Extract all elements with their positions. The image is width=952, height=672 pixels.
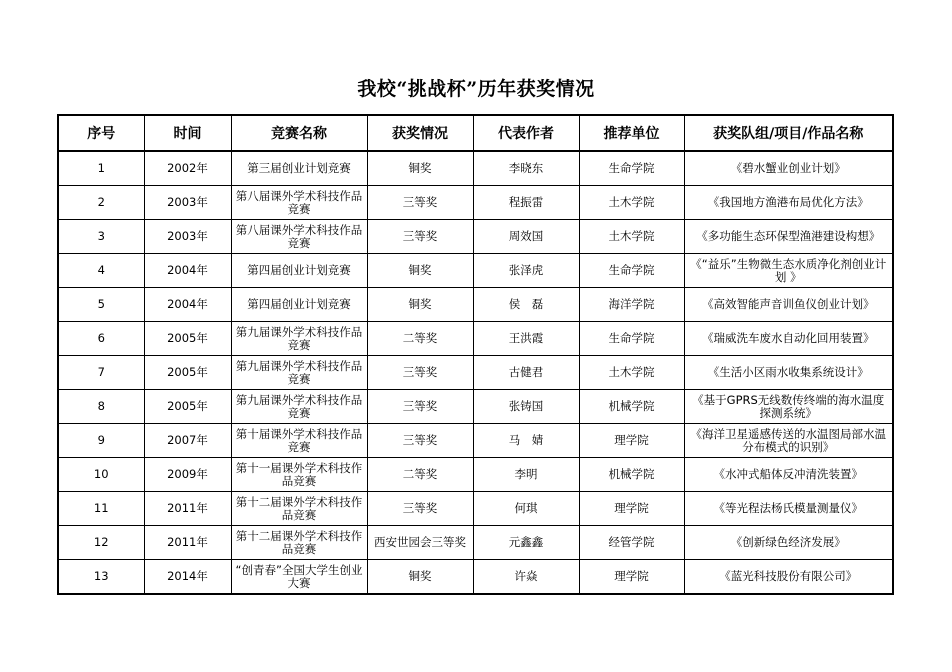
- table-row: [58, 492, 893, 526]
- table-row: [58, 220, 893, 254]
- cell-award: 西安世园会三等奖: [367, 526, 473, 560]
- table-row: [58, 526, 893, 560]
- cell-time: 2005年: [144, 390, 231, 424]
- table-row: [58, 322, 893, 356]
- cell-competition: 第八届课外学术科技作品竞赛: [231, 186, 367, 220]
- cell-award: 三等奖: [367, 424, 473, 458]
- cell-index: 1: [58, 151, 144, 186]
- cell-project: 《高效智能声音训鱼仪创业计划》: [684, 288, 893, 322]
- cell-author: 李明: [473, 458, 579, 492]
- cell-competition: 第九届课外学术科技作品竞赛: [231, 390, 367, 424]
- header-index: 序号: [58, 115, 144, 151]
- cell-index: 9: [58, 424, 144, 458]
- cell-award: 三等奖: [367, 186, 473, 220]
- cell-time: 2014年: [144, 560, 231, 595]
- cell-competition: 第四届创业计划竞赛: [231, 288, 367, 322]
- header-competition: 竞赛名称: [231, 115, 367, 151]
- header-time: 时间: [144, 115, 231, 151]
- cell-award: 铜奖: [367, 151, 473, 186]
- cell-competition: 第三届创业计划竞赛: [231, 151, 367, 186]
- cell-project: 《水冲式船体反冲清洗装置》: [684, 458, 893, 492]
- cell-author: 元鑫鑫: [473, 526, 579, 560]
- cell-award: 三等奖: [367, 390, 473, 424]
- cell-author: 马 婧: [473, 424, 579, 458]
- cell-unit: 理学院: [579, 560, 684, 595]
- cell-competition: “创青春”全国大学生创业大赛: [231, 560, 367, 595]
- cell-index: 12: [58, 526, 144, 560]
- cell-project: 《瑞威洗车废水自动化回用装置》: [684, 322, 893, 356]
- cell-competition: 第十二届课外学术科技作品竞赛: [231, 492, 367, 526]
- cell-time: 2004年: [144, 288, 231, 322]
- cell-project: 《海洋卫星遥感传送的水温图局部水温分布模式的识别》: [684, 424, 893, 458]
- cell-project: 《创新绿色经济发展》: [684, 526, 893, 560]
- cell-competition: 第四届创业计划竞赛: [231, 254, 367, 288]
- cell-author: 何琪: [473, 492, 579, 526]
- cell-index: 11: [58, 492, 144, 526]
- table-row: [58, 458, 893, 492]
- table-body: [58, 151, 893, 594]
- table-row: [58, 424, 893, 458]
- cell-time: 2011年: [144, 526, 231, 560]
- cell-unit: 机械学院: [579, 458, 684, 492]
- cell-award: 铜奖: [367, 288, 473, 322]
- cell-index: 6: [58, 322, 144, 356]
- cell-unit: 生命学院: [579, 254, 684, 288]
- cell-time: 2003年: [144, 186, 231, 220]
- cell-project: 《“益乐”生物微生态水质净化剂创业计划 》: [684, 254, 893, 288]
- table-row: [58, 186, 893, 220]
- cell-award: 二等奖: [367, 458, 473, 492]
- cell-index: 3: [58, 220, 144, 254]
- cell-time: 2007年: [144, 424, 231, 458]
- header-author: 代表作者: [473, 115, 579, 151]
- header-project: 获奖队组/项目/作品名称: [684, 115, 893, 151]
- cell-author: 张泽虎: [473, 254, 579, 288]
- cell-author: 周效国: [473, 220, 579, 254]
- cell-project: 《多功能生态环保型渔港建设构想》: [684, 220, 893, 254]
- cell-project: 《等光程法杨氏模量测量仪》: [684, 492, 893, 526]
- cell-competition: 第八届课外学术科技作品竞赛: [231, 220, 367, 254]
- cell-award: 铜奖: [367, 560, 473, 595]
- cell-unit: 机械学院: [579, 390, 684, 424]
- cell-author: 张铸国: [473, 390, 579, 424]
- cell-index: 7: [58, 356, 144, 390]
- table-row: [58, 390, 893, 424]
- table-row: [58, 151, 893, 186]
- cell-author: 王洪霞: [473, 322, 579, 356]
- table-header-row: [58, 115, 893, 151]
- cell-unit: 生命学院: [579, 151, 684, 186]
- cell-index: 2: [58, 186, 144, 220]
- cell-index: 4: [58, 254, 144, 288]
- cell-award: 三等奖: [367, 492, 473, 526]
- cell-award: 三等奖: [367, 220, 473, 254]
- cell-award: 铜奖: [367, 254, 473, 288]
- header-unit: 推荐单位: [579, 115, 684, 151]
- cell-competition: 第十一届课外学术科技作品竞赛: [231, 458, 367, 492]
- cell-award: 二等奖: [367, 322, 473, 356]
- cell-project: 《基于GPRS无线数传终端的海水温度探测系统》: [684, 390, 893, 424]
- cell-unit: 土木学院: [579, 220, 684, 254]
- cell-unit: 土木学院: [579, 356, 684, 390]
- awards-table: [57, 114, 894, 595]
- cell-competition: 第十届课外学术科技作品竞赛: [231, 424, 367, 458]
- cell-unit: 理学院: [579, 492, 684, 526]
- cell-unit: 海洋学院: [579, 288, 684, 322]
- cell-unit: 土木学院: [579, 186, 684, 220]
- cell-project: 《生活小区雨水收集系统设计》: [684, 356, 893, 390]
- cell-competition: 第九届课外学术科技作品竞赛: [231, 322, 367, 356]
- page-title: 我校“挑战杯”历年获奖情况: [357, 78, 595, 100]
- cell-author: 侯 磊: [473, 288, 579, 322]
- cell-unit: 经管学院: [579, 526, 684, 560]
- cell-author: 许焱: [473, 560, 579, 595]
- cell-time: 2004年: [144, 254, 231, 288]
- cell-competition: 第九届课外学术科技作品竞赛: [231, 356, 367, 390]
- cell-project: 《蓝光科技股份有限公司》: [684, 560, 893, 595]
- cell-unit: 理学院: [579, 424, 684, 458]
- header-award: 获奖情况: [367, 115, 473, 151]
- cell-index: 10: [58, 458, 144, 492]
- cell-index: 8: [58, 390, 144, 424]
- cell-project: 《我国地方渔港布局优化方法》: [684, 186, 893, 220]
- table-row: [58, 288, 893, 322]
- cell-time: 2011年: [144, 492, 231, 526]
- table-row: [58, 356, 893, 390]
- cell-award: 三等奖: [367, 356, 473, 390]
- cell-project: 《碧水蟹业创业计划》: [684, 151, 893, 186]
- cell-author: 古健君: [473, 356, 579, 390]
- cell-time: 2002年: [144, 151, 231, 186]
- cell-time: 2005年: [144, 322, 231, 356]
- cell-unit: 生命学院: [579, 322, 684, 356]
- table-row: [58, 560, 893, 595]
- cell-index: 5: [58, 288, 144, 322]
- cell-time: 2009年: [144, 458, 231, 492]
- cell-time: 2005年: [144, 356, 231, 390]
- cell-index: 13: [58, 560, 144, 595]
- cell-time: 2003年: [144, 220, 231, 254]
- cell-competition: 第十二届课外学术科技作品竞赛: [231, 526, 367, 560]
- table-row: [58, 254, 893, 288]
- cell-author: 程振雷: [473, 186, 579, 220]
- cell-author: 李晓东: [473, 151, 579, 186]
